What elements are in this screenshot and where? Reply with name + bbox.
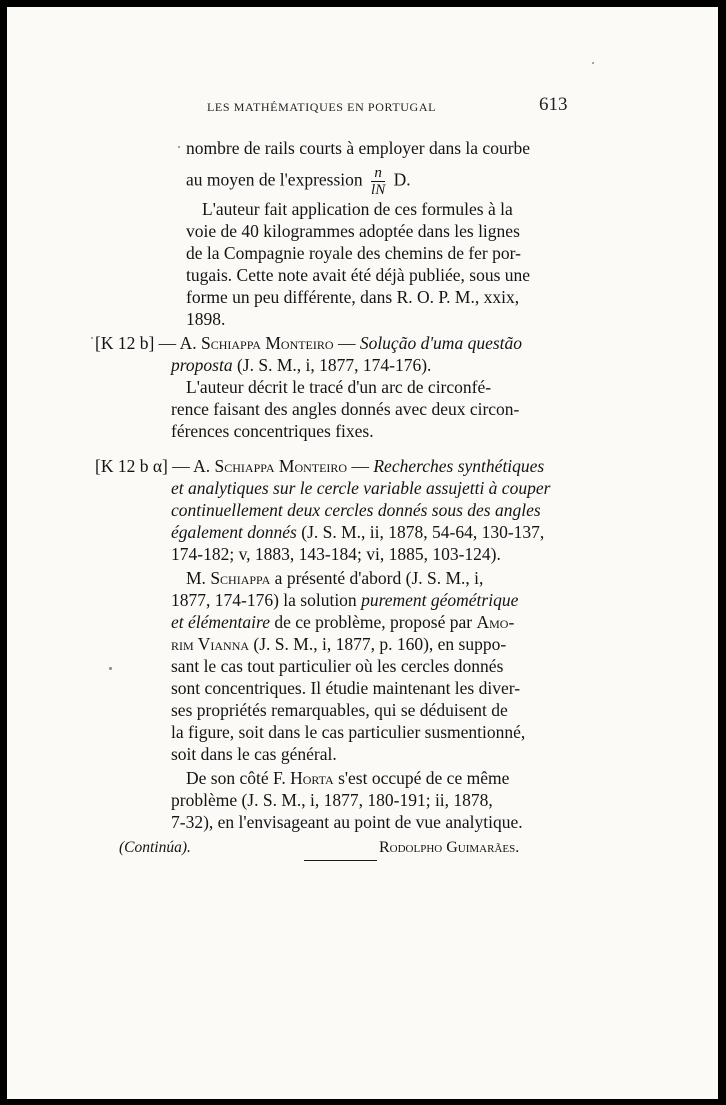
para2-line: 1898. (186, 309, 226, 329)
para1-line2 (186, 165, 411, 198)
entry2-p1-line: sont concentriques. Il étudie maintenant les diver- (171, 678, 521, 698)
entry2-title-ref-line (171, 521, 544, 543)
running-title: LES MATHÉMATIQUES EN PORTUGAL (207, 100, 437, 114)
entry2-dash: — A. (167, 456, 215, 476)
entry1-heading-line2 (171, 354, 431, 376)
para2-line: L'auteur fait application de ces formules à la (202, 199, 513, 219)
fraction-n-over-lN (371, 165, 385, 198)
entry1-reference: (J. S. M., i, 1877, 174-176). (232, 355, 432, 375)
entry2-title: Recherches synthétiques (373, 456, 545, 476)
text-run: 1877, 174-176) la solution (171, 590, 362, 610)
entry2-author: Schiappa Monteiro (214, 456, 348, 476)
entry2-reference: (J. S. M., ii, 1878, 54-64, 130-137, (296, 522, 545, 542)
para1-line1: nombre de rails courts à employer dans la courbe (186, 138, 531, 158)
fraction-numerator: n (371, 165, 385, 182)
author-name: rim Vianna (171, 634, 250, 654)
para2-line: tugais. Cette note avait été déjà publiée, sous une (186, 265, 531, 285)
entry2-p1-line: la figure, soit dans le cas particulier susmentionné, (171, 722, 526, 742)
author-name: Amo- (476, 612, 515, 632)
para2-line: forme un peu différente, dans R. O. P. M., xxix, (186, 287, 520, 307)
para1-line2-after: D. (393, 169, 411, 190)
text-run: (J. S. M., i, 1877, p. 160), en suppo- (249, 634, 507, 654)
text-run: de ce problème, proposé par (269, 612, 477, 632)
entry2-heading (95, 455, 544, 477)
entry1-title-cont: proposta (171, 355, 233, 375)
paper-speck (109, 667, 112, 670)
text-run: a présenté d'abord (J. S. M., i, (270, 568, 484, 588)
para1-line2-before: au moyen de l'expression (186, 169, 363, 190)
text-run: M. (186, 568, 211, 588)
paper-speck (178, 146, 180, 148)
italic-run: purement géométrique (361, 590, 519, 610)
author-signature: Rodolpho Guimarães. (379, 839, 520, 856)
entry2-p1-line: soit dans le cas général. (171, 744, 337, 764)
entry2-p1-line: sant le cas tout particulier où les cercles donnés (171, 656, 504, 676)
author-name: Horta (290, 768, 334, 788)
text-run: De son côté F. (186, 768, 291, 788)
entry2-dash2: — (347, 456, 374, 476)
entry2-title-end: également donnés (171, 522, 297, 542)
italic-run: et élémentaire (171, 612, 270, 632)
entry1-dash: — A. (154, 333, 201, 353)
continua-note: (Continúa). (119, 839, 191, 856)
entry2-reference-cont: 174-182; v, 1883, 143-184; vi, 1885, 103-124). (171, 544, 501, 564)
entry2-p2-line (186, 767, 509, 789)
fraction-denominator: lN (371, 182, 386, 198)
entry1-dash2: — (333, 333, 360, 353)
page-number: 613 (539, 94, 568, 115)
entry1-tag: [K 12 b] (95, 333, 155, 353)
entry1-desc-line: férences concentriques fixes. (171, 421, 374, 441)
entry1-desc-line: L'auteur décrit le tracé d'un arc de circonfé- (186, 377, 492, 397)
entry2-p1-line (171, 633, 506, 655)
text-run: s'est occupé de ce même (333, 768, 510, 788)
section-rule (304, 860, 377, 861)
entry2-p2-line: problème (J. S. M., i, 1877, 180-191; ii, 1878, (171, 790, 493, 810)
paper-speck (592, 62, 594, 64)
entry1-title: Solução d'uma questão (359, 333, 523, 353)
entry2-p1-line: ses propriétés remarquables, qui se déduisent de (171, 700, 508, 720)
para2-line: voie de 40 kilogrammes adoptée dans les lignes (186, 221, 520, 241)
author-name: Schiappa (210, 568, 271, 588)
entry2-title-line: et analytiques sur le cercle variable assujetti à couper (171, 478, 551, 498)
entry2-p1-line (171, 589, 518, 611)
entry1-desc-line: rence faisant des angles donnés avec deux circon- (171, 399, 520, 419)
paper-speck (91, 337, 93, 339)
entry2-title-line: continuellement deux cercles donnés sous des angles (171, 500, 541, 520)
entry2-p1-line (171, 611, 514, 633)
document-page (7, 7, 718, 1099)
entry2-p1-line (186, 567, 483, 589)
para2-line: de la Compagnie royale des chemins de fer por- (186, 243, 521, 263)
entry2-p2-line: 7-32), en l'envisageant au point de vue analytique. (171, 812, 523, 832)
entry2-tag: [K 12 b α] (95, 456, 168, 476)
entry1-author: Schiappa Monteiro (200, 333, 334, 353)
entry1-heading (95, 332, 522, 354)
